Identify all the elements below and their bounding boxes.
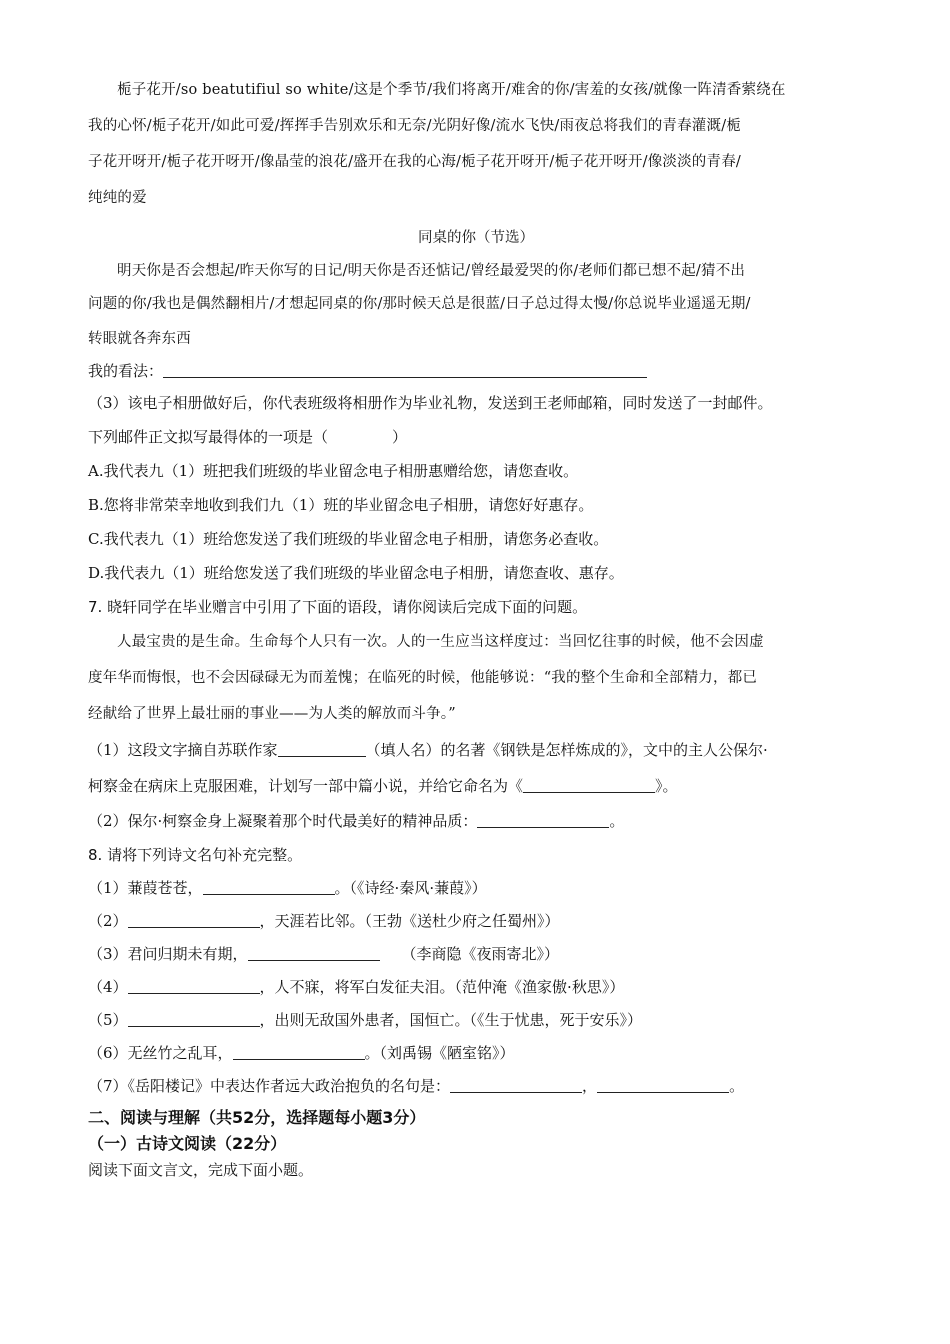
author-blank[interactable]: [278, 740, 366, 757]
answer-blank[interactable]: [450, 1076, 582, 1093]
q7-sub1-text: （1）这段文字摘自苏联作家: [88, 741, 278, 759]
quote-line: 人最宝贵的是生命。生命每个人只有一次。人的一生应当这样度过：当回忆往事的时候，他不会因虚: [117, 634, 764, 650]
q8-item-sep: ，: [582, 1077, 598, 1095]
q8-item-end: 。: [729, 1077, 745, 1095]
q8-number: 8.: [88, 846, 103, 864]
q8-item-source: （李商隐《夜雨寄北》）: [401, 945, 560, 963]
q7-sub1-text4: 》。: [655, 777, 678, 795]
q7-number: 7.: [88, 598, 103, 616]
option-a[interactable]: A.我代表九（1）班把我们班级的毕业留念电子相册惠赠给您，请您查收。: [88, 462, 579, 480]
q7-stem-text: 晓轩同学在毕业赠言中引用了下面的语段，请你阅读后完成下面的问题。: [107, 598, 588, 616]
q8-item-text: （7）《岳阳楼记》中表达作者远大政治抱负的名句是：: [88, 1077, 451, 1095]
poem-gardenia: [88, 72, 864, 216]
poem-line: 子花开呀开/栀子花开呀开/像晶莹的浪花/盛开在我的心海/栀子花开呀开/栀子花开呀开/像淡淡的青春/: [88, 154, 741, 170]
q8-item-text: （1）蒹葭苍苍，: [88, 879, 203, 897]
poem-line: 明天你是否会想起/昨天你写的日记/明天你是否还惦记/曾经最爱哭的你/老师们都已想不起/猜不出: [117, 263, 746, 279]
q8-item-text: （4）: [88, 978, 128, 996]
q8-item-source: ，出则无敌国外患者，国恒亡。（《生于忧患，死于安乐》）: [259, 1011, 643, 1029]
poem-line: 纯纯的爱: [88, 190, 147, 206]
q8-item-source: ，天涯若比邻。（王勃《送杜少府之任蜀州》）: [259, 912, 560, 930]
q8-item-1: [88, 872, 864, 905]
answer-blank[interactable]: [128, 977, 260, 994]
poem-line: 我的心怀/栀子花开/如此可爱/挥挥手告别欢乐和无奈/光阴好像/流水飞快/雨夜总将我们的青春灌溉/栀: [88, 118, 741, 134]
q7-sub1-text3: 柯察金在病床上克服困难，计划写一部中篇小说，并给它命名为《: [88, 777, 524, 795]
poem-line: 栀子花开/so beatutifiul so white/这是个季节/我们将离开/难舍的你/害羞的女孩/就像一阵清香萦绕在: [117, 82, 786, 98]
q8-item-4: [88, 971, 864, 1004]
novel-title-blank[interactable]: [523, 776, 655, 793]
quality-blank[interactable]: [477, 811, 609, 828]
quote-line: 经献给了世界上最壮丽的事业——为人类的解放而斗争。”: [88, 706, 456, 722]
q6-3-stem-line2: [88, 420, 864, 454]
q8-item-7: [88, 1070, 864, 1103]
exam-page: [88, 72, 864, 1183]
section-2: [88, 1105, 864, 1183]
q8-item-text: （3）君问归期未有期，: [88, 945, 248, 963]
q8-item-5: [88, 1004, 864, 1037]
answer-blank[interactable]: [128, 911, 260, 928]
poem-line: 转眼就各奔东西: [88, 331, 191, 347]
q8-item-3: [88, 938, 864, 971]
q8-item-2: [88, 905, 864, 938]
answer-blank[interactable]: [128, 1010, 260, 1027]
q7-sub1-line2: [88, 768, 864, 804]
question-6-3: [88, 386, 864, 590]
answer-blank[interactable]: [597, 1076, 729, 1093]
answer-blank[interactable]: [248, 944, 380, 961]
quote-line: 度年华而悔恨，也不会因碌碌无为而羞愧；在临死的时候，他能够说：“我的整个生命和全部精力，都已: [88, 670, 758, 686]
poem-line: 问题的你/我也是偶然翻相片/才想起同桌的你/那时候天总是很蓝/日子总过得太慢/你总说毕业遥遥无期/: [88, 296, 751, 312]
answer-blank[interactable]: [203, 878, 335, 895]
q7-sub1: [88, 732, 864, 768]
poem-deskmate: [88, 256, 864, 356]
q6-3-stem: （3）该电子相册做好后，你代表班级将相册作为毕业礼物，发送到王老师邮箱，同时发送了一封邮件。: [88, 394, 773, 412]
my-view-answer-blank[interactable]: [163, 361, 647, 378]
my-view-row: [88, 356, 864, 386]
q7-sub1-text2: （填人名）的名著《钢铁是怎样炼成的》，文中的主人公保尔·: [365, 741, 768, 759]
q8-item-source: 。（刘禹锡《陋室铭》）: [364, 1044, 515, 1062]
section-instruction: 阅读下面文言文，完成下面小题。: [88, 1161, 314, 1179]
poem-title: 同桌的你（节选）: [418, 230, 534, 246]
section-title: 二、阅读与理解（共52分，选择题每小题3分）: [88, 1108, 426, 1127]
q7-sub2-text: （2）保尔·柯察金身上凝聚着那个时代最美好的精神品质：: [88, 812, 478, 830]
option-c[interactable]: C.我代表九（1）班给您发送了我们班级的毕业留念电子相册，请您务必查收。: [88, 530, 609, 548]
subsection-title: （一）古诗文阅读（22分）: [88, 1134, 287, 1153]
option-b[interactable]: B.您将非常荣幸地收到我们九（1）班的毕业留念电子相册，请您好好惠存。: [88, 496, 594, 514]
question-8: [88, 838, 864, 1103]
q6-3-stem-close: ）: [392, 428, 408, 446]
q7-sub2: [88, 804, 864, 838]
option-d[interactable]: D.我代表九（1）班给您发送了我们班级的毕业留念电子相册，请您查收、惠存。: [88, 564, 624, 582]
q8-stem-text: 请将下列诗文名句补充完整。: [107, 846, 303, 864]
q8-item-source: 。（《诗经·秦风·蒹葭》）: [334, 879, 487, 897]
q8-item-text: （2）: [88, 912, 128, 930]
q8-item-6: [88, 1037, 864, 1070]
answer-blank[interactable]: [233, 1043, 365, 1060]
q6-3-stem-text: 下列邮件正文拟写最得体的一项是（: [88, 428, 329, 446]
q8-item-text: （5）: [88, 1011, 128, 1029]
q8-item-text: （6）无丝竹之乱耳，: [88, 1044, 233, 1062]
question-7: [88, 590, 864, 838]
my-view-label: 我的看法：: [88, 362, 164, 380]
q7-sub2-end: 。: [609, 812, 625, 830]
q8-stem: [88, 838, 864, 872]
q7-stem: [88, 590, 864, 624]
q8-item-source: ，人不寐，将军白发征夫泪。（范仲淹《渔家傲·秋思》）: [259, 978, 625, 996]
